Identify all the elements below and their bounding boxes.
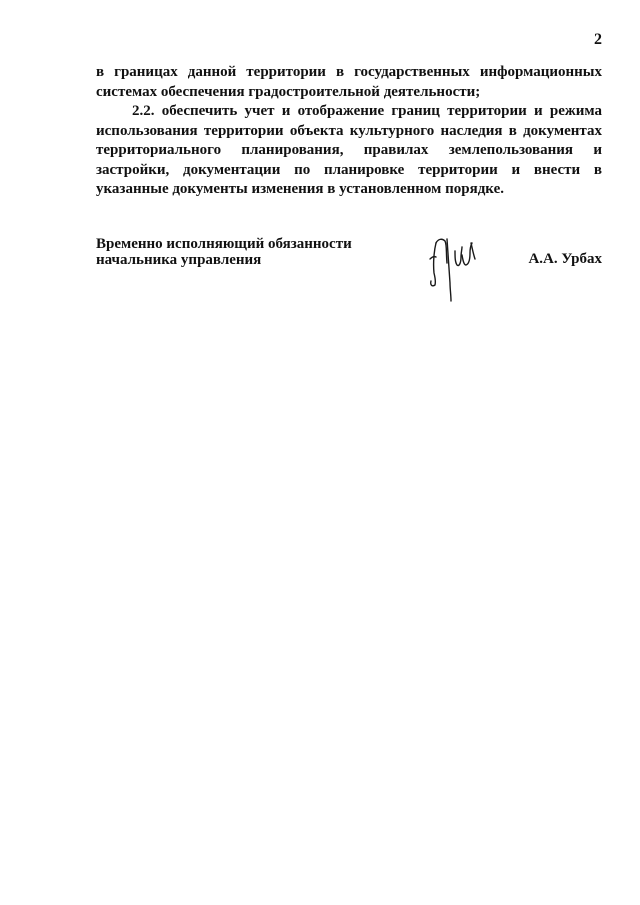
paragraph-continuation: в границах данной территории в государственных информационных системах обеспечения градостроительной деятельности; xyxy=(96,64,602,100)
signatory-title-line-2: начальника управления xyxy=(96,252,262,268)
document-body xyxy=(96,63,602,200)
signer-name: А.А. Урбах xyxy=(528,251,602,267)
handwritten-signature xyxy=(424,229,486,305)
signatory-block xyxy=(96,236,352,268)
signatory-title-line-1: Временно исполняющий обязанности xyxy=(96,236,352,252)
paragraph-2-2: 2.2. обеспечить учет и отображение границ территории и режима использования территории объекта культурного наследия в документах территориального планирования, правилах землепользования и застройки, документации по планировке территории и внести в указанные документы изменения в установленном порядке. xyxy=(96,103,602,197)
page-number: 2 xyxy=(594,31,602,48)
